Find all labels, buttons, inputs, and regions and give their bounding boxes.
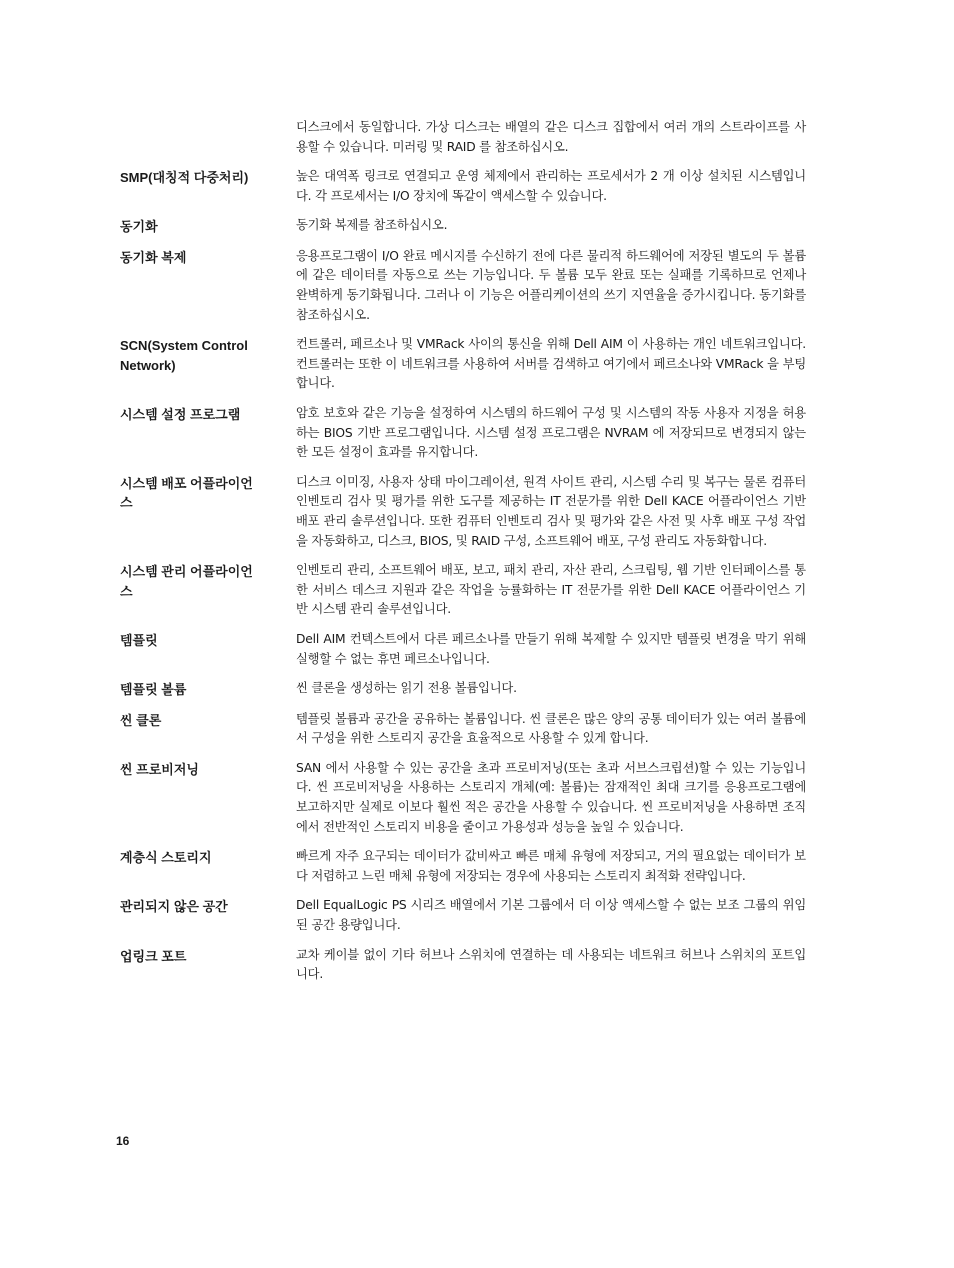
glossary-term: 동기화 복제: [120, 249, 187, 265]
glossary-definition: 응용프로그램이 I/O 완료 메시지를 수신하기 전에 다른 물리적 하드웨어에 저장된 별도의 두 볼륨에 같은 데이터를 자동으로 쓰는 기능입니다. 두 볼륨 모두 완료 또는 실패를 기록하므로 언제나 완벽하게 동기화됩니다. 그러나 이 기능은 어플리케이션의 쓰기 지연율을 증가시킵니다. 동기화를 참조하십시오.: [296, 248, 806, 322]
glossary-entry-unmanaged-space: [120, 896, 806, 935]
glossary-entry-smp: [120, 167, 806, 206]
glossary-term: 동기화: [120, 219, 158, 235]
glossary-term: 업링크 포트: [120, 948, 187, 964]
glossary-term: 계층식 스토리지: [120, 850, 212, 866]
glossary-definition: 컨트롤러, 페르소나 및 VMRack 사이의 통신을 위해 Dell AIM 이 사용하는 개인 네트워크입니다. 컨트롤러는 또한 이 네트워크를 사용하여 서버를 검색하고 여기에서 페르소나와 VMRack 을 부팅합니다.: [296, 337, 806, 391]
glossary-entry-sync: [120, 216, 806, 237]
glossary-definition: 암호 보호와 같은 기능을 설정하여 시스템의 하드웨어 구성 및 시스템의 작동 사용자 지정을 허용하는 BIOS 기반 프로그램입니다. 시스템 설정 프로그램은 NVRAM 에 저장되므로 변경되지 않는 한 모든 설정이 효과를 유지합니다.: [296, 406, 806, 460]
glossary-definition: SAN 에서 사용할 수 있는 공간을 초과 프로비저닝(또는 초과 서브스크립션)할 수 있는 기능입니다. 씬 프로비저닝을 사용하는 스토리지 개체(예: 볼륨)는 잠재적인 최대 크기를 응용프로그램에 보고하지만 실제로 이보다 훨씬 적은 공간을 사용할 수 있습니다. 씬 프로비저닝을 사용하면 조직에서 전반적인 스토리지 비용을 줄이고 가용성과 성능을 높일 수 있습니다.: [296, 760, 806, 834]
glossary-term: 템플릿 볼륨: [120, 682, 187, 698]
glossary-term: 시스템 배포 어플라이언 스: [120, 475, 253, 511]
page-number: 16: [116, 1134, 130, 1148]
glossary-definition: Dell AIM 컨텍스트에서 다른 페르소나를 만들기 위해 복제할 수 있지만 템플릿 변경을 막기 위해 실행할 수 없는 휴면 페르소나입니다.: [296, 631, 806, 666]
glossary-definition: 인벤토리 관리, 소프트웨어 배포, 보고, 패치 관리, 자산 관리, 스크립팅, 웹 기반 인터페이스를 통한 서비스 데스크 지원과 같은 작업을 능률화하는 IT 전문가를 위한 Dell KACE 어플라이언스 기반 시스템 관리 솔루션입니다.: [296, 563, 806, 617]
glossary-definition: 높은 대역폭 링크로 연결되고 운영 체제에서 관리하는 프로세서가 2 개 이상 설치된 시스템입니다. 각 프로세서는 I/O 장치에 똑같이 액세스할 수 있습니다.: [296, 169, 806, 203]
glossary-term: 씬 프로비저닝: [120, 761, 199, 777]
glossary-entry-thin-clone: [120, 710, 806, 749]
glossary-entry-system-setup: [120, 404, 806, 463]
glossary-definition: 디스크에서 동일합니다. 가상 디스크는 배열의 같은 디스크 집합에서 여러 개의 스트라이프를 사용할 수 있습니다. 미러링 및 RAID 를 참조하십시오.: [296, 120, 806, 154]
glossary-entry-management-appliance: [120, 561, 806, 620]
glossary-list: [120, 118, 806, 985]
glossary-entry-template: [120, 630, 806, 669]
glossary-term: 템플릿: [120, 632, 158, 648]
glossary-term: 씬 클론: [120, 712, 162, 728]
glossary-entry-thin-provisioning: [120, 759, 806, 837]
glossary-definition: 디스크 이미징, 사용자 상태 마이그레이션, 원격 사이트 관리, 시스템 수리 및 복구는 물론 컴퓨터 인벤토리 검사 및 평가를 위한 도구를 제공하는 IT 전문가를 위한 Dell KACE 어플라이언스 기반 배포 관리 솔루션입니다. 또한 컴퓨터 인벤토리 검사 및 평가와 같은 사전 및 사후 배포 구성 작업을 자동화하고, 디스크, BIOS, 및 RAID 구성, 소프트웨어 배포, 구성 관리도 자동화합니다.: [296, 474, 806, 548]
glossary-definition: 빠르게 자주 요구되는 데이터가 값비싸고 빠른 매체 유형에 저장되고, 거의 필요없는 데이터가 보다 저렴하고 느린 매체 유형에 저장되는 경우에 사용되는 스토리지 최적화 전략입니다.: [296, 849, 806, 883]
glossary-entry-sync-replication: [120, 247, 806, 325]
glossary-entry-template-volume: [120, 679, 806, 700]
glossary-term: SCN(System Control Network): [120, 338, 248, 373]
glossary-term: 시스템 관리 어플라이언 스: [120, 564, 253, 599]
glossary-definition: 동기화 복제를 참조하십시오.: [296, 218, 448, 233]
glossary-definition: 템플릿 볼륨과 공간을 공유하는 볼륨입니다. 씬 클론은 많은 양의 공통 데이터가 있는 여러 볼륨에서 구성을 위한 스토리지 공간을 효율적으로 사용할 수 있게 합니다.: [296, 711, 806, 746]
glossary-entry-deployment-appliance: [120, 473, 806, 551]
glossary-term: SMP(대칭적 다중처리): [120, 170, 249, 186]
glossary-definition: Dell EqualLogic PS 시리즈 배열에서 기본 그룹에서 더 이상 액세스할 수 없는 보조 그룹의 위임된 공간 용량입니다.: [296, 898, 806, 932]
glossary-entry-continued: [120, 118, 806, 157]
glossary-definition: 씬 클론을 생성하는 읽기 전용 볼륨입니다.: [296, 681, 517, 696]
glossary-entry-scn: [120, 335, 806, 394]
glossary-term: 시스템 설정 프로그램: [120, 407, 241, 423]
glossary-entry-tiered-storage: [120, 847, 806, 886]
glossary-definition: 교차 케이블 없이 기타 허브나 스위치에 연결하는 데 사용되는 네트워크 허브나 스위치의 포트입니다.: [296, 947, 806, 982]
glossary-entry-uplink-port: [120, 946, 806, 985]
glossary-term: [120, 118, 296, 119]
glossary-term: 관리되지 않은 공간: [120, 899, 228, 915]
